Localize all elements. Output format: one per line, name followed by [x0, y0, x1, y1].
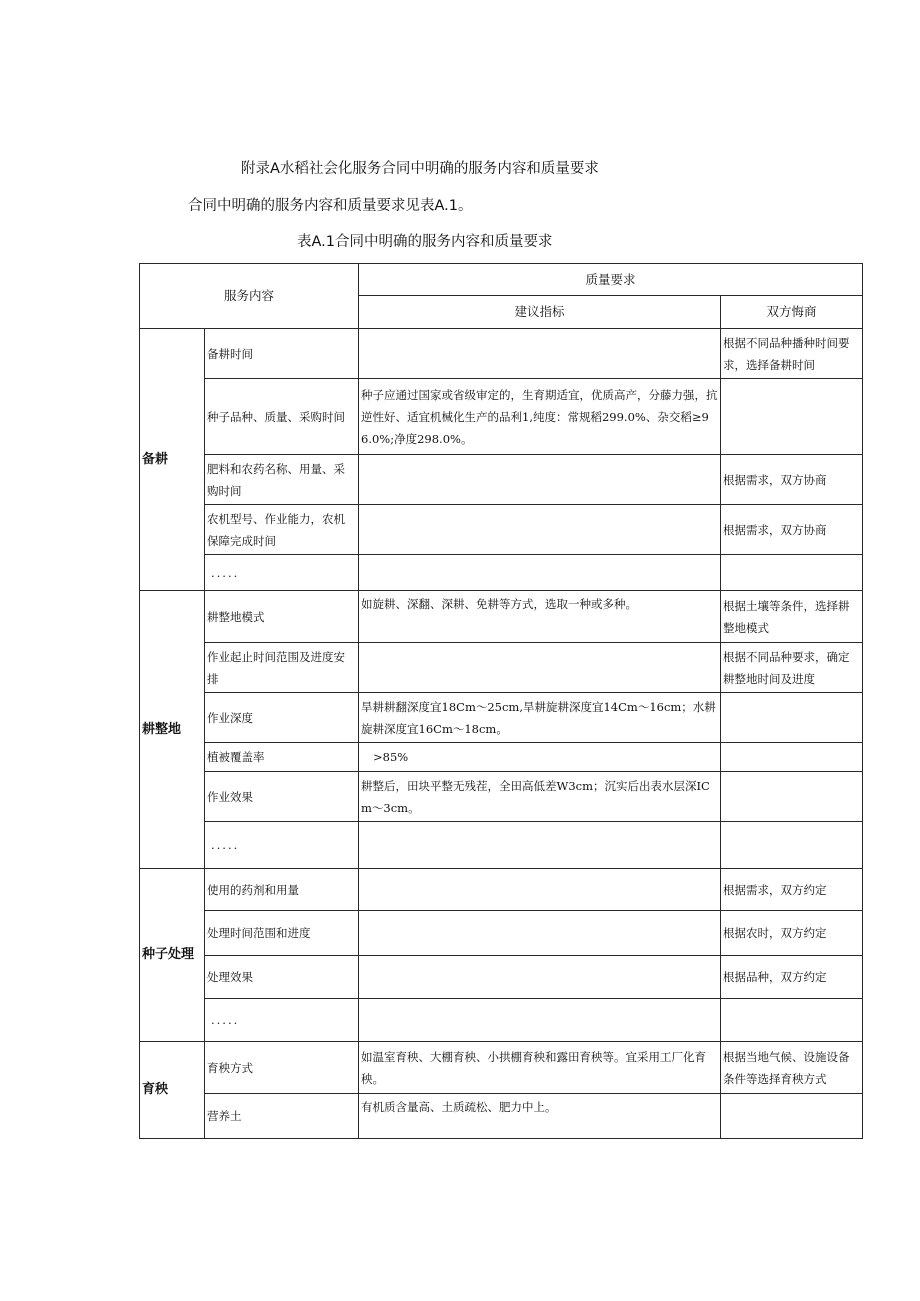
item-cell: 备耕时间 [205, 329, 359, 379]
item-cell: 农机型号、作业能力，农机保障完成时间 [205, 505, 359, 555]
header-service-content: 服务内容 [140, 264, 359, 329]
negotiation-cell [721, 555, 863, 591]
table-row [140, 379, 863, 455]
negotiation-cell [721, 1094, 863, 1139]
ellipsis-cell: ..... [205, 822, 359, 869]
item-cell: 植被覆盖率 [205, 743, 359, 772]
header-suggested-indicators: 建议指标 [359, 296, 721, 329]
header-mutual-negotiation: 双方悔商 [721, 296, 863, 329]
table-row [140, 822, 863, 869]
table-row [140, 999, 863, 1042]
indicator-cell [359, 911, 721, 956]
indicator-cell [359, 555, 721, 591]
indicator-cell: >85% [359, 743, 721, 772]
item-cell: 处理效果 [205, 956, 359, 999]
appendix-title: 附录A水稻社会化服务合同中明确的服务内容和质量要求 [241, 161, 599, 177]
item-cell: 作业效果 [205, 772, 359, 822]
negotiation-cell: 根据需求，双方协商 [721, 455, 863, 505]
negotiation-cell: 根据不同品种要求，确定耕整地时间及进度 [721, 643, 863, 693]
negotiation-cell: 根据需求，双方约定 [721, 869, 863, 911]
table-row [140, 455, 863, 505]
negotiation-cell: 根据需求，双方协商 [721, 505, 863, 555]
header-quality-requirements: 质量要求 [359, 264, 863, 296]
indicator-cell [359, 455, 721, 505]
item-cell: 处理时间范围和进度 [205, 911, 359, 956]
category-cell: 备耕 [140, 329, 205, 591]
item-cell: 肥料和农药名称、用量、采购时间 [205, 455, 359, 505]
negotiation-cell: 根据品种，双方约定 [721, 956, 863, 999]
table-row [140, 743, 863, 772]
ellipsis-cell: ..... [205, 999, 359, 1042]
service-quality-table [139, 263, 863, 1139]
indicator-cell: 旱耕耕翻深度宜18Cm～25cm,旱耕旋耕深度宜14Cm～16cm；水耕旋耕深度宜16Cm～18cm。 [359, 693, 721, 743]
negotiation-cell [721, 743, 863, 772]
table-row [140, 956, 863, 999]
item-cell: 耕整地模式 [205, 591, 359, 643]
table-row [140, 693, 863, 743]
table-row [140, 1042, 863, 1094]
table-row [140, 772, 863, 822]
intro-text: 合同中明确的服务内容和质量要求见表A.1。 [188, 198, 473, 214]
indicator-cell: 如温室育秧、大棚育秧、小拱棚育秧和露田育秧等。宜采用工厂化育秧。 [359, 1042, 721, 1094]
indicator-cell [359, 505, 721, 555]
negotiation-cell: 根据土壤等条件，选择耕整地模式 [721, 591, 863, 643]
item-cell: 育秧方式 [205, 1042, 359, 1094]
table-row [140, 1094, 863, 1139]
indicator-cell [359, 869, 721, 911]
table-row [140, 911, 863, 956]
indicator-cell [359, 999, 721, 1042]
item-cell: 种子品种、质量、采购时间 [205, 379, 359, 455]
indicator-cell [359, 329, 721, 379]
negotiation-cell [721, 822, 863, 869]
negotiation-cell: 根据不同品种播种时间要求，选择备耕时间 [721, 329, 863, 379]
item-cell: 营养土 [205, 1094, 359, 1139]
negotiation-cell [721, 772, 863, 822]
indicator-cell [359, 643, 721, 693]
indicator-cell: 如旋耕、深翻、深耕、免耕等方式，选取一种或多种。 [359, 591, 721, 643]
indicator-cell: 耕整后，田块平整无残茬，全田高低差W3cm；沉实后出表水层深ICm～3cm。 [359, 772, 721, 822]
category-cell: 种子处理 [140, 869, 205, 1042]
item-cell: 作业深度 [205, 693, 359, 743]
table-row [140, 591, 863, 643]
negotiation-cell: 根据农时，双方约定 [721, 911, 863, 956]
negotiation-cell [721, 999, 863, 1042]
item-cell: 作业起止时间范围及进度安排 [205, 643, 359, 693]
indicator-cell [359, 956, 721, 999]
table-row [140, 505, 863, 555]
indicator-cell [359, 822, 721, 869]
table-row [140, 643, 863, 693]
ellipsis-cell: ..... [205, 555, 359, 591]
negotiation-cell [721, 693, 863, 743]
negotiation-cell: 根据当地气候、设施设备条件等选择育秧方式 [721, 1042, 863, 1094]
indicator-cell: 有机质含量高、土质疏松、肥力中上。 [359, 1094, 721, 1139]
table-row [140, 329, 863, 379]
negotiation-cell [721, 379, 863, 455]
indicator-cell: 种子应通过国家或省级审定的，生育期适宜，优质高产，分藤力强，抗逆性好、适宜机械化生产的品利1,纯度：常规稻299.0%、杂交稻≥96.0%;净度298.0%。 [359, 379, 721, 455]
category-cell: 育秧 [140, 1042, 205, 1139]
table-row [140, 869, 863, 911]
item-cell: 使用的药剂和用量 [205, 869, 359, 911]
table-caption: 表A.1合同中明确的服务内容和质量要求 [297, 234, 553, 250]
table-row [140, 555, 863, 591]
category-cell: 耕整地 [140, 591, 205, 869]
